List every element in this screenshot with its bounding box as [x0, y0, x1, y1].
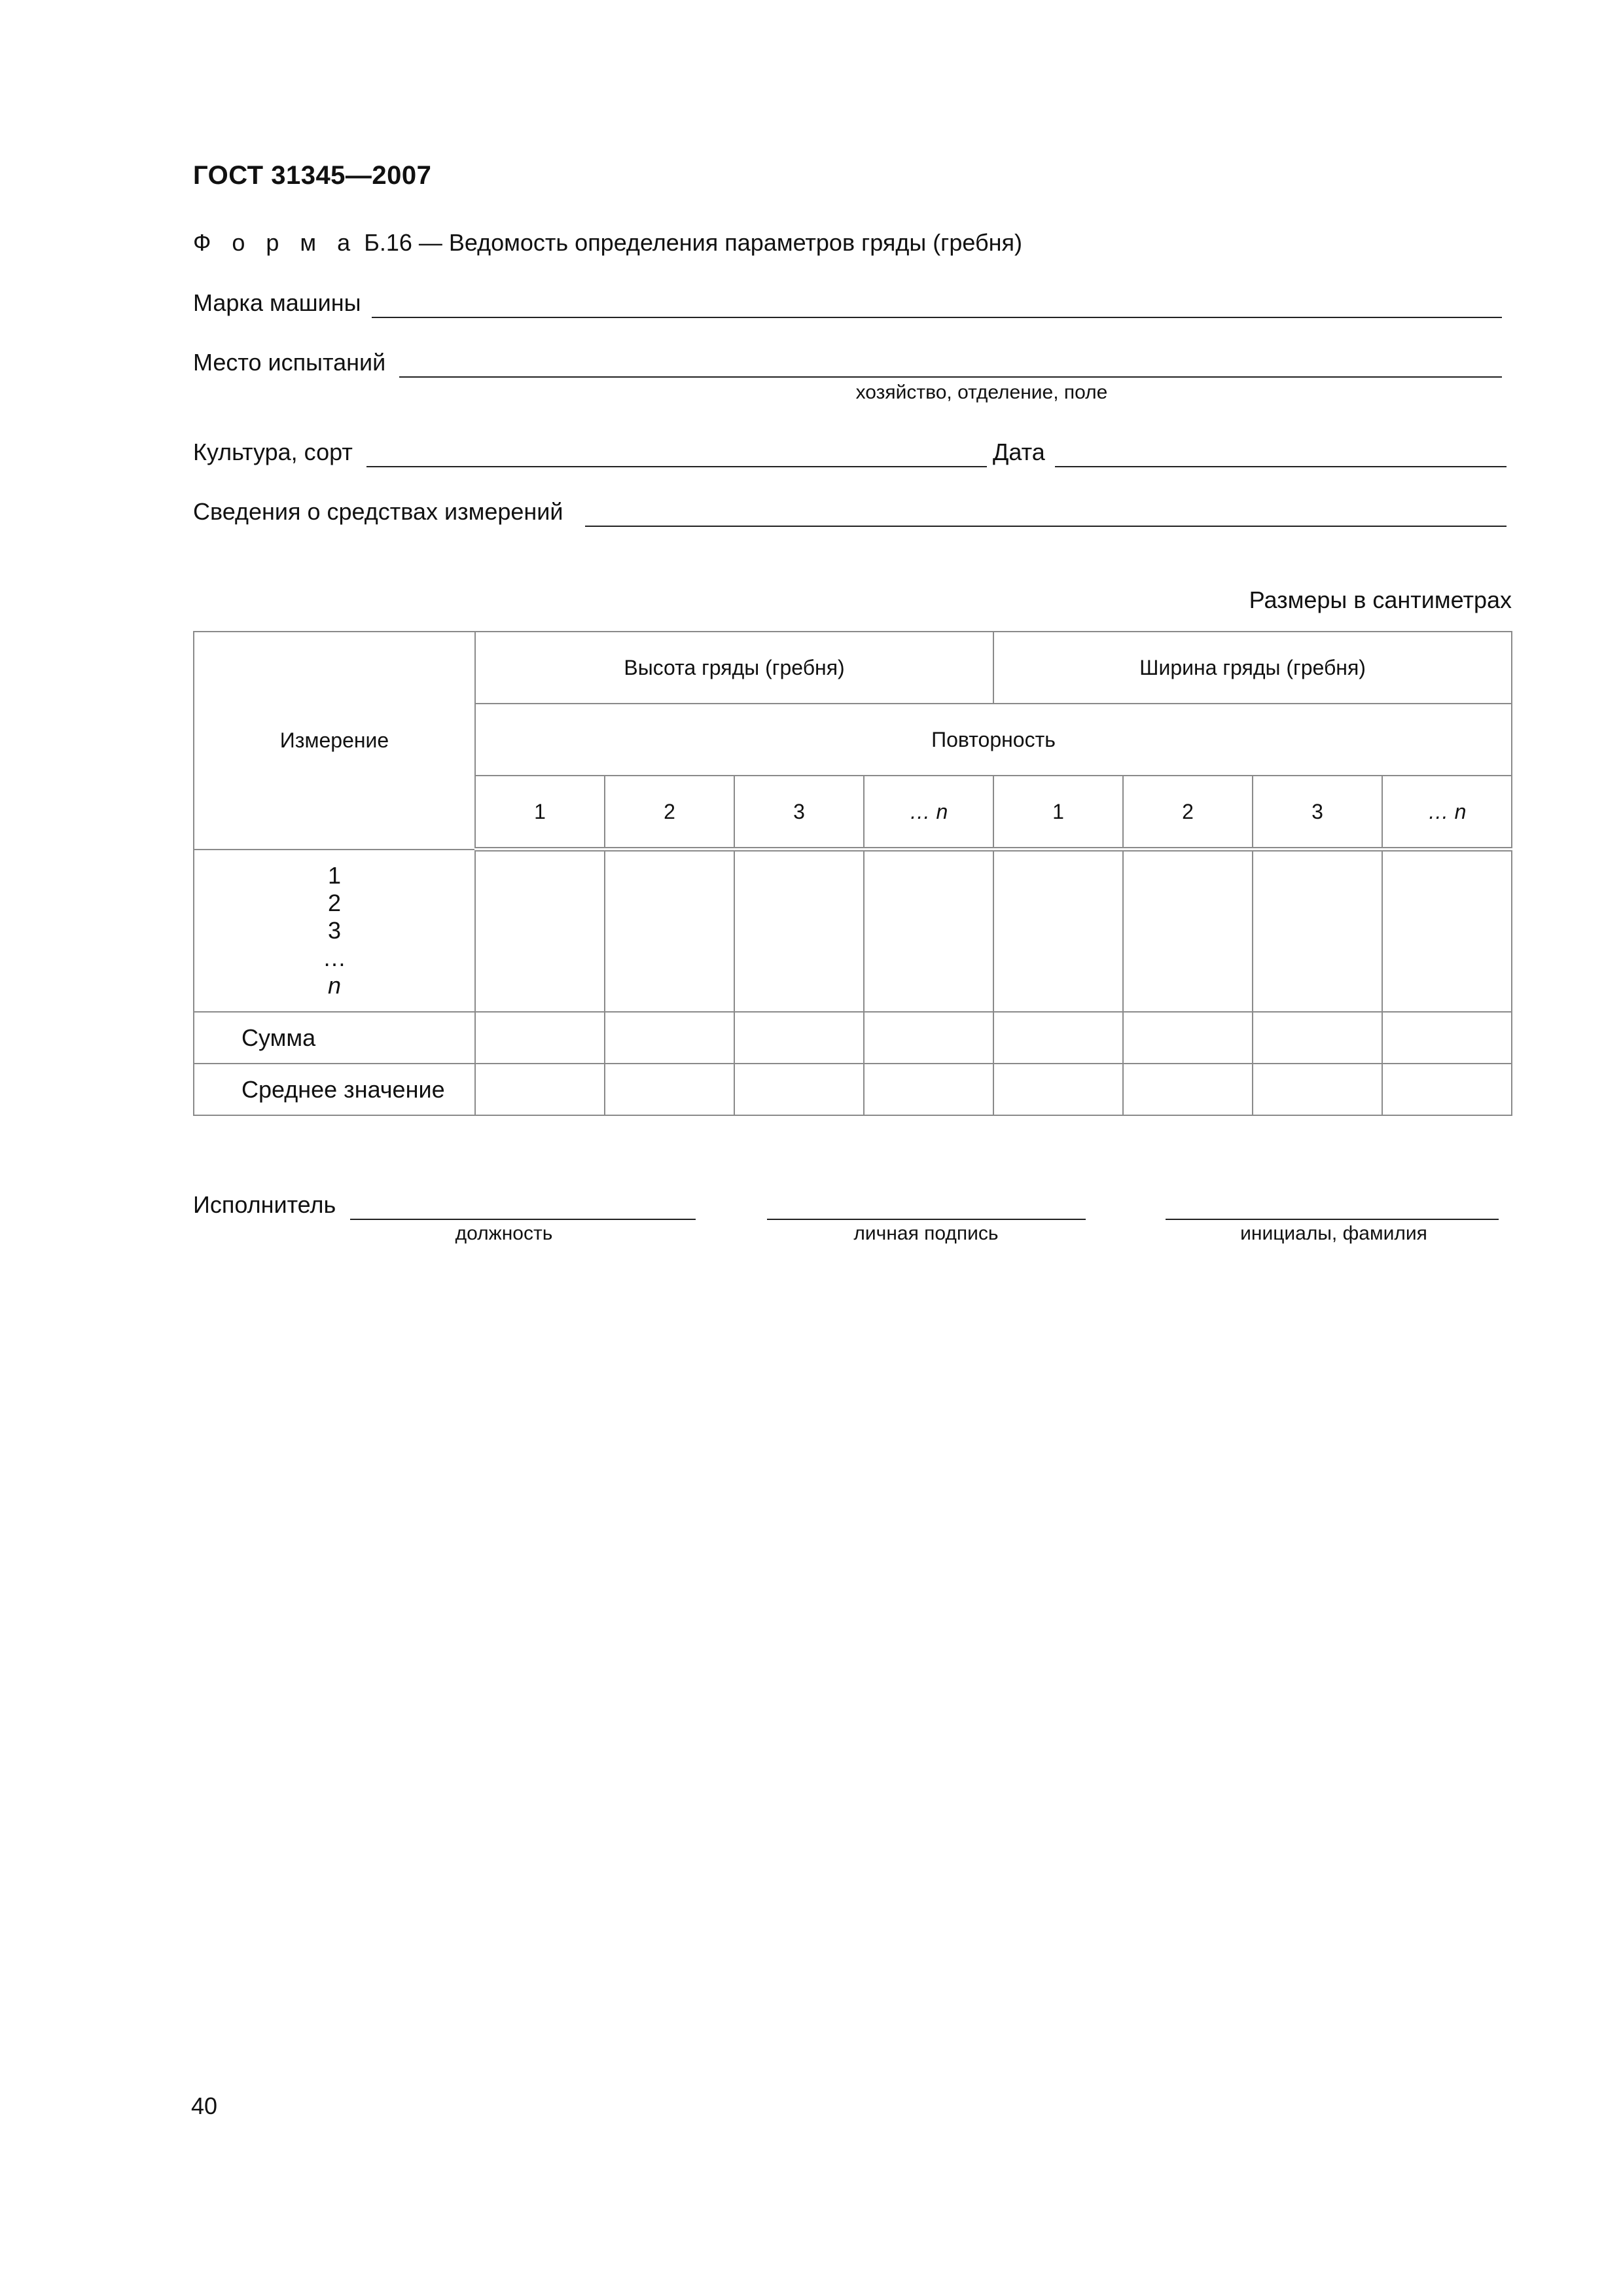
units-note: Размеры в сантиметрах: [1249, 586, 1512, 613]
row-number: 3: [327, 916, 342, 944]
repeat-col-height-3: 3: [734, 776, 864, 850]
document-code: ГОСТ 31345—2007: [193, 161, 432, 190]
sum-cell[interactable]: [1253, 1012, 1382, 1064]
row-number: n: [327, 971, 342, 999]
row-number: …: [323, 944, 346, 971]
avg-cell[interactable]: [475, 1064, 605, 1115]
width-header: Ширина гряды (гребня): [993, 632, 1512, 704]
repeat-col-height-n: … n: [864, 776, 993, 850]
instruments-field[interactable]: [585, 526, 1507, 527]
repeat-col-height-2: 2: [605, 776, 734, 850]
place-hint: хозяйство, отделение, поле: [855, 382, 1108, 403]
sum-cell[interactable]: [475, 1012, 605, 1064]
page-number: 40: [191, 2092, 218, 2119]
form-prefix: Ф о р м а: [193, 229, 358, 256]
avg-cell[interactable]: [734, 1064, 864, 1115]
avg-cell[interactable]: [1382, 1064, 1512, 1115]
signature-hint: личная подпись: [853, 1223, 999, 1244]
row-number: 2: [327, 889, 342, 916]
position-field[interactable]: [350, 1219, 696, 1220]
name-field[interactable]: [1166, 1219, 1499, 1220]
signature-field[interactable]: [767, 1219, 1086, 1220]
machine-label: Марка машины: [193, 289, 361, 316]
sum-cell[interactable]: [864, 1012, 993, 1064]
name-hint: инициалы, фамилия: [1240, 1223, 1427, 1244]
repeat-col-width-3: 3: [1253, 776, 1382, 850]
culture-label: Культура, сорт: [193, 439, 353, 465]
data-cell[interactable]: [1123, 850, 1253, 1013]
data-cell[interactable]: [864, 850, 993, 1013]
place-field[interactable]: [399, 376, 1502, 378]
avg-cell[interactable]: [1253, 1064, 1382, 1115]
table-row: [194, 1064, 1512, 1115]
data-cell[interactable]: [475, 850, 605, 1013]
culture-field[interactable]: [366, 466, 987, 467]
form-title: [193, 229, 1022, 257]
data-cell[interactable]: [1253, 850, 1382, 1013]
measure-header: Измерение: [194, 632, 475, 850]
sum-cell[interactable]: [605, 1012, 734, 1064]
data-cell[interactable]: [1382, 850, 1512, 1013]
avg-cell[interactable]: [1123, 1064, 1253, 1115]
position-hint: должность: [455, 1223, 553, 1244]
avg-label: Среднее значение: [194, 1064, 475, 1115]
row-number: 1: [327, 861, 342, 889]
repeat-col-width-n: … n: [1382, 776, 1512, 850]
avg-cell[interactable]: [864, 1064, 993, 1115]
row-numbers-cell: [194, 850, 475, 1013]
place-label: Место испытаний: [193, 349, 386, 376]
executor-label: Исполнитель: [193, 1191, 336, 1218]
form-title-text: Б.16 — Ведомость определения параметров гряды (гребня): [357, 229, 1022, 256]
date-field[interactable]: [1055, 466, 1507, 467]
repeat-col-width-1: 1: [993, 776, 1123, 850]
avg-cell[interactable]: [605, 1064, 734, 1115]
sum-label: Сумма: [194, 1012, 475, 1064]
table-row: [194, 1012, 1512, 1064]
repeat-col-width-2: 2: [1123, 776, 1253, 850]
repeat-header: Повторность: [475, 704, 1512, 776]
avg-cell[interactable]: [993, 1064, 1123, 1115]
data-cell[interactable]: [605, 850, 734, 1013]
measurements-table: [193, 631, 1512, 1116]
sum-cell[interactable]: [993, 1012, 1123, 1064]
height-header: Высота гряды (гребня): [475, 632, 993, 704]
sum-cell[interactable]: [1382, 1012, 1512, 1064]
machine-field[interactable]: [372, 317, 1502, 318]
table-row: [194, 850, 1512, 1013]
instruments-label: Сведения о средствах измерений: [193, 498, 563, 525]
date-label: Дата: [993, 439, 1045, 465]
data-cell[interactable]: [734, 850, 864, 1013]
repeat-col-height-1: 1: [475, 776, 605, 850]
sum-cell[interactable]: [1123, 1012, 1253, 1064]
data-cell[interactable]: [993, 850, 1123, 1013]
sum-cell[interactable]: [734, 1012, 864, 1064]
